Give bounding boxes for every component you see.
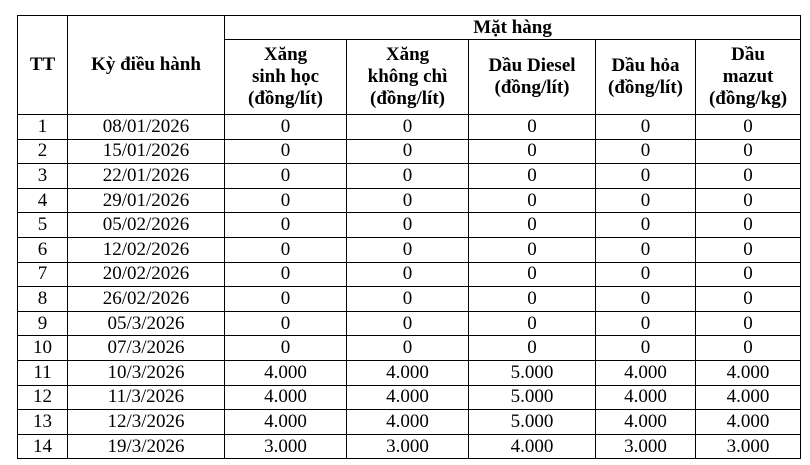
cell-unleaded: 0 xyxy=(347,213,469,238)
cell-diesel: 5.000 xyxy=(469,410,596,435)
cell-period: 19/3/2026 xyxy=(68,434,225,459)
col-header-line: mazut xyxy=(722,66,774,87)
cell-mazut: 0 xyxy=(696,336,801,361)
col-header-line: Xăng xyxy=(263,44,308,65)
cell-kerosene: 0 xyxy=(596,139,696,164)
cell-mazut: 4.000 xyxy=(696,410,801,435)
cell-unleaded: 0 xyxy=(347,115,469,140)
cell-period: 26/02/2026 xyxy=(68,287,225,312)
cell-unleaded: 4.000 xyxy=(347,385,469,410)
cell-period: 05/3/2026 xyxy=(68,311,225,336)
table-row xyxy=(18,434,801,459)
cell-tt: 12 xyxy=(18,385,68,410)
cell-biofuel: 3.000 xyxy=(225,434,347,459)
cell-unleaded: 4.000 xyxy=(347,360,469,385)
cell-biofuel: 0 xyxy=(225,237,347,262)
cell-biofuel: 0 xyxy=(225,311,347,336)
cell-kerosene: 4.000 xyxy=(596,360,696,385)
cell-diesel: 0 xyxy=(469,213,596,238)
col-header-line: sinh học xyxy=(251,66,320,87)
table-row xyxy=(18,115,801,140)
cell-period: 07/3/2026 xyxy=(68,336,225,361)
cell-tt: 4 xyxy=(18,188,68,213)
cell-period: 10/3/2026 xyxy=(68,360,225,385)
cell-diesel: 0 xyxy=(469,139,596,164)
col-header-kerosene xyxy=(596,40,696,115)
header-row-top xyxy=(18,16,801,40)
cell-diesel: 4.000 xyxy=(469,434,596,459)
cell-biofuel: 0 xyxy=(225,164,347,189)
cell-mazut: 0 xyxy=(696,115,801,140)
fuel-price-stabilization-table xyxy=(17,15,801,459)
cell-tt: 8 xyxy=(18,287,68,312)
table-row xyxy=(18,360,801,385)
table-row xyxy=(18,213,801,238)
cell-period: 05/02/2026 xyxy=(68,213,225,238)
col-header-unleaded xyxy=(347,40,469,115)
cell-tt: 9 xyxy=(18,311,68,336)
col-header-unit: (đồng/lít) xyxy=(494,77,570,98)
group-header-commodities: Mặt hàng xyxy=(225,16,801,40)
cell-unleaded: 0 xyxy=(347,139,469,164)
col-header-unit: (đồng/lít) xyxy=(608,77,683,98)
cell-biofuel: 0 xyxy=(225,188,347,213)
cell-tt: 11 xyxy=(18,360,68,385)
col-header-line: Xăng xyxy=(385,44,430,65)
cell-period: 29/01/2026 xyxy=(68,188,225,213)
cell-unleaded: 0 xyxy=(347,164,469,189)
cell-diesel: 0 xyxy=(469,188,596,213)
cell-period: 20/02/2026 xyxy=(68,262,225,287)
cell-kerosene: 4.000 xyxy=(596,410,696,435)
table-row xyxy=(18,410,801,435)
cell-tt: 3 xyxy=(18,164,68,189)
cell-kerosene: 0 xyxy=(596,213,696,238)
cell-mazut: 0 xyxy=(696,311,801,336)
cell-mazut: 0 xyxy=(696,287,801,312)
cell-tt: 2 xyxy=(18,139,68,164)
cell-unleaded: 0 xyxy=(347,237,469,262)
cell-diesel: 5.000 xyxy=(469,360,596,385)
cell-tt: 10 xyxy=(18,336,68,361)
table-row xyxy=(18,311,801,336)
cell-kerosene: 0 xyxy=(596,115,696,140)
cell-unleaded: 0 xyxy=(347,287,469,312)
col-header-mazut xyxy=(696,40,801,115)
cell-mazut: 0 xyxy=(696,139,801,164)
cell-tt: 7 xyxy=(18,262,68,287)
cell-unleaded: 0 xyxy=(347,188,469,213)
col-header-line: Dầu Diesel xyxy=(488,55,576,76)
cell-mazut: 0 xyxy=(696,164,801,189)
col-header-unit: (đồng/lít) xyxy=(370,88,445,109)
table-row xyxy=(18,385,801,410)
cell-diesel: 5.000 xyxy=(469,385,596,410)
cell-diesel: 0 xyxy=(469,164,596,189)
cell-biofuel: 4.000 xyxy=(225,360,347,385)
col-header-unit: (đồng/lít) xyxy=(248,88,323,109)
cell-period: 12/02/2026 xyxy=(68,237,225,262)
cell-biofuel: 0 xyxy=(225,262,347,287)
cell-diesel: 0 xyxy=(469,336,596,361)
cell-tt: 5 xyxy=(18,213,68,238)
cell-biofuel: 4.000 xyxy=(225,385,347,410)
cell-unleaded: 3.000 xyxy=(347,434,469,459)
cell-diesel: 0 xyxy=(469,262,596,287)
cell-unleaded: 0 xyxy=(347,336,469,361)
cell-tt: 13 xyxy=(18,410,68,435)
cell-kerosene: 0 xyxy=(596,311,696,336)
cell-unleaded: 0 xyxy=(347,262,469,287)
cell-kerosene: 0 xyxy=(596,237,696,262)
cell-mazut: 4.000 xyxy=(696,385,801,410)
cell-tt: 1 xyxy=(18,115,68,140)
col-header-unit: (đồng/kg) xyxy=(708,88,788,109)
cell-kerosene: 0 xyxy=(596,262,696,287)
col-header-period: Kỳ điều hành xyxy=(68,16,225,115)
cell-tt: 6 xyxy=(18,237,68,262)
cell-mazut: 3.000 xyxy=(696,434,801,459)
table-row xyxy=(18,188,801,213)
cell-unleaded: 4.000 xyxy=(347,410,469,435)
table-row xyxy=(18,287,801,312)
cell-mazut: 0 xyxy=(696,262,801,287)
col-header-line: Dầu xyxy=(731,44,765,65)
col-header-line: không chì xyxy=(367,66,448,87)
cell-kerosene: 0 xyxy=(596,336,696,361)
cell-biofuel: 0 xyxy=(225,115,347,140)
cell-kerosene: 0 xyxy=(596,287,696,312)
cell-period: 22/01/2026 xyxy=(68,164,225,189)
cell-mazut: 4.000 xyxy=(696,360,801,385)
col-header-tt: TT xyxy=(18,16,68,115)
cell-unleaded: 0 xyxy=(347,311,469,336)
cell-kerosene: 3.000 xyxy=(596,434,696,459)
cell-biofuel: 0 xyxy=(225,139,347,164)
cell-mazut: 0 xyxy=(696,188,801,213)
table-row xyxy=(18,139,801,164)
cell-mazut: 0 xyxy=(696,237,801,262)
col-header-diesel xyxy=(469,40,596,115)
col-header-line: Dầu hỏa xyxy=(611,55,680,76)
col-header-biofuel xyxy=(225,40,347,115)
cell-period: 11/3/2026 xyxy=(68,385,225,410)
cell-tt: 14 xyxy=(18,434,68,459)
cell-biofuel: 0 xyxy=(225,213,347,238)
cell-mazut: 0 xyxy=(696,213,801,238)
cell-biofuel: 4.000 xyxy=(225,410,347,435)
table-row xyxy=(18,237,801,262)
cell-diesel: 0 xyxy=(469,311,596,336)
cell-diesel: 0 xyxy=(469,287,596,312)
cell-diesel: 0 xyxy=(469,237,596,262)
table-row xyxy=(18,262,801,287)
table-row xyxy=(18,336,801,361)
cell-diesel: 0 xyxy=(469,115,596,140)
cell-biofuel: 0 xyxy=(225,287,347,312)
table-body xyxy=(18,115,801,459)
cell-kerosene: 4.000 xyxy=(596,385,696,410)
table-row xyxy=(18,164,801,189)
cell-period: 08/01/2026 xyxy=(68,115,225,140)
cell-period: 15/01/2026 xyxy=(68,139,225,164)
cell-period: 12/3/2026 xyxy=(68,410,225,435)
cell-kerosene: 0 xyxy=(596,164,696,189)
cell-biofuel: 0 xyxy=(225,336,347,361)
cell-kerosene: 0 xyxy=(596,188,696,213)
